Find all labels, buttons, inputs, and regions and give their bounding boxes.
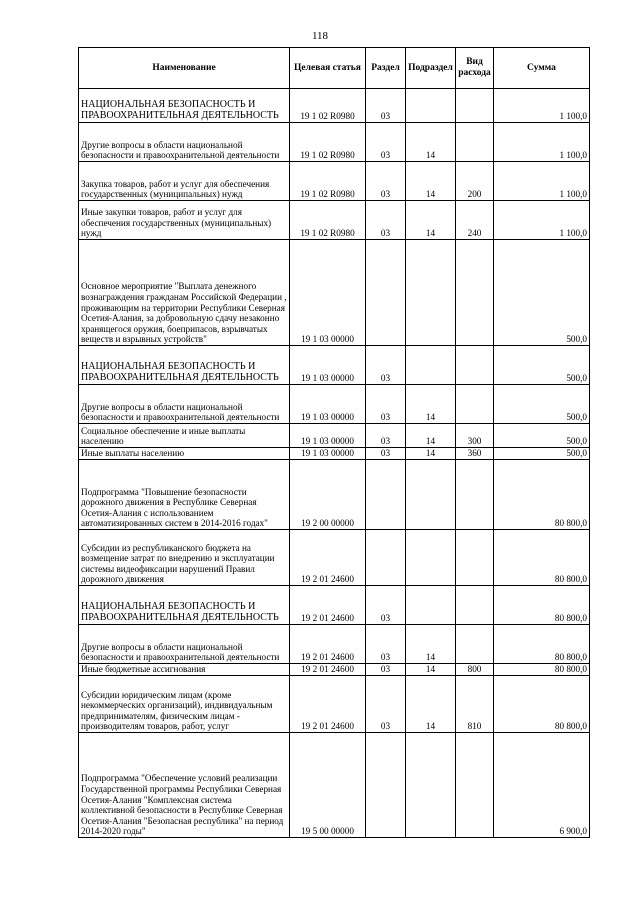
cell-expense-type — [456, 625, 494, 664]
cell-name: НАЦИОНАЛЬНАЯ БЕЗОПАСНОСТЬ И ПРАВООХРАНИТЕЛЬНАЯ ДЕЯТЕЛЬНОСТЬ — [79, 346, 290, 385]
budget-table — [78, 47, 590, 838]
cell-target: 19 2 01 24600 — [290, 625, 366, 664]
cell-subsection — [406, 530, 456, 586]
cell-subsection — [406, 733, 456, 838]
table-row — [79, 123, 590, 162]
table-row — [79, 240, 590, 346]
cell-section: 03 — [366, 89, 406, 123]
header-expense-type: Вид расхода — [456, 48, 494, 89]
cell-name: Основное мероприятие "Выплата денежного вознаграждения гражданам Российской Федерации , проживающим на территории Республики Северная Осетия-Алания, за добровольную сдачу незаконно хранящегося оружия, боеприпасов, взрывчатых веществ и взрывных устройств" — [79, 240, 290, 346]
cell-subsection: 14 — [406, 676, 456, 733]
table-row — [79, 346, 590, 385]
cell-subsection: 14 — [406, 162, 456, 201]
cell-amount: 500,0 — [494, 448, 590, 460]
cell-amount: 1 100,0 — [494, 162, 590, 201]
table-row — [79, 201, 590, 240]
cell-name: Субсидии юридическим лицам (кроме некоммерческих организаций), индивидуальным предпринимателям, физическим лицам - производителям товаров, работ, услуг — [79, 676, 290, 733]
cell-name: НАЦИОНАЛЬНАЯ БЕЗОПАСНОСТЬ И ПРАВООХРАНИТЕЛЬНАЯ ДЕЯТЕЛЬНОСТЬ — [79, 89, 290, 123]
cell-subsection: 14 — [406, 448, 456, 460]
cell-expense-type: 200 — [456, 162, 494, 201]
cell-subsection — [406, 586, 456, 625]
cell-expense-type: 240 — [456, 201, 494, 240]
header-subsection: Подраздел — [406, 48, 456, 89]
cell-section: 03 — [366, 625, 406, 664]
cell-name: НАЦИОНАЛЬНАЯ БЕЗОПАСНОСТЬ И ПРАВООХРАНИТЕЛЬНАЯ ДЕЯТЕЛЬНОСТЬ — [79, 586, 290, 625]
table-row — [79, 530, 590, 586]
header-section: Раздел — [366, 48, 406, 89]
cell-expense-type: 360 — [456, 448, 494, 460]
cell-subsection: 14 — [406, 664, 456, 676]
cell-subsection: 14 — [406, 385, 456, 424]
cell-subsection: 14 — [406, 123, 456, 162]
table-row — [79, 664, 590, 676]
cell-name: Иные закупки товаров, работ и услуг для обеспечения государственных (муниципальных) нужд — [79, 201, 290, 240]
cell-expense-type: 800 — [456, 664, 494, 676]
cell-section: 03 — [366, 201, 406, 240]
cell-expense-type: 810 — [456, 676, 494, 733]
cell-amount: 80 800,0 — [494, 586, 590, 625]
table-row — [79, 625, 590, 664]
cell-expense-type — [456, 460, 494, 530]
cell-section: 03 — [366, 424, 406, 448]
cell-expense-type — [456, 240, 494, 346]
cell-expense-type: 300 — [456, 424, 494, 448]
cell-section: 03 — [366, 664, 406, 676]
cell-target: 19 1 02 R0980 — [290, 123, 366, 162]
table-row — [79, 89, 590, 123]
cell-section: 03 — [366, 162, 406, 201]
cell-section: 03 — [366, 385, 406, 424]
header-name: Наименование — [79, 48, 290, 89]
cell-name: Иные выплаты населению — [79, 448, 290, 460]
cell-target: 19 2 01 24600 — [290, 664, 366, 676]
cell-expense-type — [456, 733, 494, 838]
cell-target: 19 1 02 R0980 — [290, 201, 366, 240]
cell-target: 19 1 03 00000 — [290, 448, 366, 460]
header-target: Целевая статья — [290, 48, 366, 89]
cell-target: 19 1 03 00000 — [290, 424, 366, 448]
cell-name: Социальное обеспечение и иные выплаты населению — [79, 424, 290, 448]
table-header-row — [79, 48, 590, 89]
cell-amount: 6 900,0 — [494, 733, 590, 838]
cell-name: Подпрограмма "Повышение безопасности дорожного движения в Республике Северная Осетия-Алания с использованием автоматизированных систем в 2014-2016 годах" — [79, 460, 290, 530]
header-amount: Сумма — [494, 48, 590, 89]
cell-amount: 80 800,0 — [494, 530, 590, 586]
cell-subsection: 14 — [406, 201, 456, 240]
cell-target: 19 1 03 00000 — [290, 240, 366, 346]
cell-amount: 500,0 — [494, 385, 590, 424]
page-number: 118 — [311, 30, 329, 42]
cell-subsection: 14 — [406, 424, 456, 448]
cell-amount: 1 100,0 — [494, 123, 590, 162]
cell-target: 19 1 02 R0980 — [290, 89, 366, 123]
cell-target: 19 2 01 24600 — [290, 586, 366, 625]
cell-target: 19 1 02 R0980 — [290, 162, 366, 201]
cell-amount: 80 800,0 — [494, 460, 590, 530]
cell-amount: 80 800,0 — [494, 676, 590, 733]
cell-subsection — [406, 346, 456, 385]
table-row — [79, 460, 590, 530]
cell-name: Другие вопросы в области национальной безопасности и правоохранительной деятельности — [79, 625, 290, 664]
cell-name: Закупка товаров, работ и услуг для обеспечения государственных (муниципальных) нужд — [79, 162, 290, 201]
cell-expense-type — [456, 346, 494, 385]
cell-amount: 500,0 — [494, 240, 590, 346]
cell-amount: 500,0 — [494, 424, 590, 448]
cell-amount: 1 100,0 — [494, 89, 590, 123]
table-row — [79, 162, 590, 201]
cell-expense-type — [456, 89, 494, 123]
cell-target: 19 1 03 00000 — [290, 346, 366, 385]
cell-target: 19 2 00 00000 — [290, 460, 366, 530]
cell-target: 19 5 00 00000 — [290, 733, 366, 838]
cell-name: Субсидии из республиканского бюджета на возмещение затрат по внедрению и эксплуатации системы видеофиксации нарушений Правил дорожного движения — [79, 530, 290, 586]
table-row — [79, 586, 590, 625]
cell-expense-type — [456, 385, 494, 424]
cell-name: Подпрограмма "Обеспечение условий реализации Государственной программы Республики Северная Осетия-Алания "Комплексная система коллективной безопасности в Республике Северная Осетия-Алания "Безопасная республика" на период 2014-2020 годы" — [79, 733, 290, 838]
table-row — [79, 424, 590, 448]
cell-section: 03 — [366, 676, 406, 733]
cell-name: Другие вопросы в области национальной безопасности и правоохранительной деятельности — [79, 385, 290, 424]
cell-subsection — [406, 89, 456, 123]
cell-subsection — [406, 460, 456, 530]
cell-section: 03 — [366, 123, 406, 162]
cell-expense-type — [456, 530, 494, 586]
cell-amount: 80 800,0 — [494, 625, 590, 664]
table-row — [79, 448, 590, 460]
cell-amount: 500,0 — [494, 346, 590, 385]
cell-section: 03 — [366, 586, 406, 625]
table-row — [79, 733, 590, 838]
cell-target: 19 1 03 00000 — [290, 385, 366, 424]
cell-section: 03 — [366, 448, 406, 460]
cell-expense-type — [456, 123, 494, 162]
table-row — [79, 676, 590, 733]
table-row — [79, 385, 590, 424]
cell-subsection: 14 — [406, 625, 456, 664]
cell-amount: 1 100,0 — [494, 201, 590, 240]
cell-section: 03 — [366, 346, 406, 385]
cell-section — [366, 530, 406, 586]
cell-amount: 80 800,0 — [494, 664, 590, 676]
cell-subsection — [406, 240, 456, 346]
cell-expense-type — [456, 586, 494, 625]
cell-section — [366, 240, 406, 346]
cell-name: Другие вопросы в области национальной безопасности и правоохранительной деятельности — [79, 123, 290, 162]
cell-section — [366, 733, 406, 838]
cell-section — [366, 460, 406, 530]
cell-target: 19 2 01 24600 — [290, 676, 366, 733]
cell-target: 19 2 01 24600 — [290, 530, 366, 586]
cell-name: Иные бюджетные ассигнования — [79, 664, 290, 676]
